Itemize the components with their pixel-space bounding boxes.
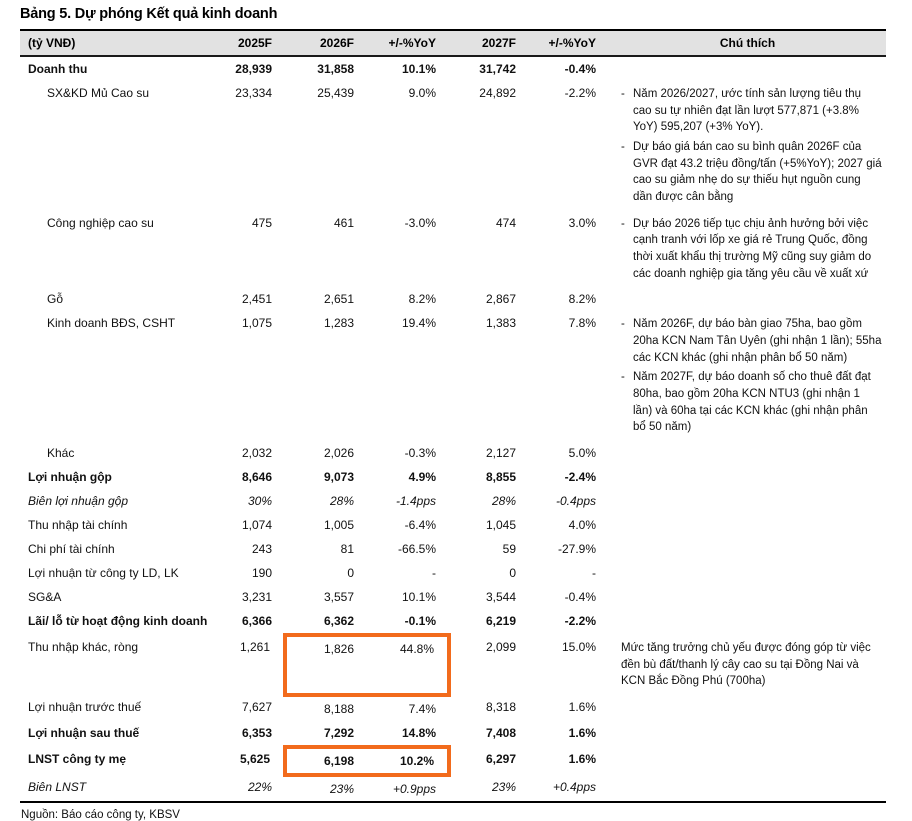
table-row — [20, 609, 886, 635]
row-notes — [609, 609, 886, 635]
yoy-2026f: +0.9pps — [367, 775, 449, 802]
yoy-2026f: - — [432, 566, 436, 581]
col-header-yoy-2027: +/-%YoY — [529, 30, 609, 56]
yoy-2026f: -66.5% — [397, 542, 436, 557]
row-label: Biên lợi nhuận gộp — [28, 494, 128, 509]
table-row — [20, 211, 886, 288]
row-label: Biên LNST — [20, 775, 210, 802]
note-bullet-dash: - — [621, 217, 625, 230]
note-text: Dự báo 2026 tiếp tục chịu ảnh hưởng bởi việc cạnh tranh với lốp xe giá rẻ Trung Quốc, đồng thời xuất khẩu thị trường Mỹ cũng suy giảm do các doanh nghiệp gia tăng yêu cầu về xuất xứ — [633, 217, 872, 280]
value-2026f: 6,362 — [323, 614, 354, 629]
value-2025f: 6,366 — [241, 614, 272, 629]
row-notes — [609, 513, 886, 537]
table-row — [20, 489, 886, 513]
row-notes — [609, 81, 886, 211]
row-notes — [609, 695, 886, 721]
value-2027f: 6,219 — [485, 614, 516, 629]
row-label: SG&A — [28, 590, 62, 605]
value-2025f: 30% — [247, 494, 272, 509]
value-2027f: 474 — [495, 215, 516, 230]
row-notes — [609, 311, 886, 441]
yoy-2027f: 3.0% — [568, 215, 596, 230]
table-row — [20, 311, 886, 441]
row-notes — [609, 775, 886, 802]
row-label: Lãi/ lỗ từ hoạt động kinh doanh — [28, 614, 208, 629]
value-2026f: 2,026 — [323, 446, 354, 461]
note-item — [621, 316, 882, 366]
value-2026f: 2,651 — [323, 292, 354, 307]
row-label: Chi phí tài chính — [28, 542, 115, 557]
yoy-2026f: 10.2% — [367, 747, 449, 775]
yoy-2026f: -3.0% — [404, 215, 436, 230]
table-row — [20, 585, 886, 609]
row-label: Khác — [47, 446, 75, 461]
col-header-2025f: 2025F — [210, 30, 285, 56]
row-notes — [609, 441, 886, 465]
value-2026f: 7,292 — [323, 726, 354, 741]
yoy-2026f: -0.1% — [404, 614, 436, 629]
yoy-2026f: 8.2% — [408, 292, 436, 307]
yoy-2027f: -2.4% — [564, 470, 596, 485]
value-2027f: 3,544 — [485, 590, 516, 605]
row-notes — [609, 56, 886, 81]
value-2027f: 8,855 — [485, 470, 516, 485]
row-notes — [609, 489, 886, 513]
row-label: Lợi nhuận sau thuế — [28, 726, 140, 741]
value-2026f: 23% — [285, 775, 367, 802]
col-header-unit: (tỷ VNĐ) — [20, 30, 210, 56]
yoy-2026f: -6.4% — [404, 518, 436, 533]
note-text: Dự báo giá bán cao su bình quân 2026F của GVR đạt 43.2 triệu đồng/tấn (+5%YoY); 2027 giá cao su giảm nhẹ do sự thiếu hụt nguồn cung dần được cân bằng — [633, 141, 882, 204]
value-2026f: 6,198 — [285, 747, 367, 775]
value-2026f: 1,283 — [323, 316, 354, 331]
value-2025f: 22% — [210, 775, 285, 802]
value-2027f: 23% — [449, 775, 529, 802]
table-row — [20, 513, 886, 537]
row-notes — [609, 287, 886, 311]
yoy-2026f: 4.9% — [408, 470, 436, 485]
yoy-2026f: 9.0% — [408, 86, 436, 100]
table-row — [20, 81, 886, 211]
yoy-2027f: +0.4pps — [529, 775, 609, 802]
row-notes — [609, 465, 886, 489]
yoy-2027f: 8.2% — [568, 292, 596, 307]
table-row — [20, 635, 886, 695]
value-2027f: 8,318 — [485, 700, 516, 715]
row-notes — [609, 537, 886, 561]
yoy-2027f: 1.6% — [568, 752, 596, 767]
row-label: Lợi nhuận trước thuế — [28, 700, 142, 715]
value-2025f: 1,075 — [241, 316, 272, 331]
yoy-2027f: 15.0% — [561, 640, 596, 655]
yoy-2027f: - — [592, 566, 596, 581]
yoy-2026f: -0.3% — [404, 446, 436, 461]
value-2027f: 7,408 — [485, 726, 516, 741]
table-row — [20, 695, 886, 721]
yoy-2026f: -1.4pps — [395, 494, 436, 509]
forecast-table — [20, 29, 886, 803]
table-title: Bảng 5. Dự phóng Kết quả kinh doanh — [20, 6, 278, 22]
value-2025f: 8,646 — [241, 470, 272, 485]
value-2027f: 2,867 — [485, 292, 516, 307]
row-label: Công nghiệp cao su — [47, 215, 154, 230]
value-2027f: 24,892 — [479, 86, 516, 100]
value-2025f: 3,231 — [241, 590, 272, 605]
value-2025f: 28,939 — [235, 62, 272, 76]
table-row — [20, 465, 886, 489]
value-2025f: 7,627 — [241, 700, 272, 715]
note-bullet-dash: - — [621, 88, 625, 100]
table-row — [20, 56, 886, 81]
value-2027f: 1,045 — [485, 518, 516, 533]
row-label: Lợi nhuận từ công ty LD, LK — [28, 566, 179, 581]
row-label: SX&KD Mủ Cao su — [47, 86, 150, 100]
note-text: Mức tăng trưởng chủ yếu được đóng góp từ việc đền bù đất/thanh lý cây cao su tại Đồng Nai và KCN Bắc Đồng Phú (700ha) — [621, 642, 871, 688]
row-label: Thu nhập khác, ròng — [28, 640, 139, 655]
yoy-2026f: 7.4% — [408, 702, 436, 717]
value-2026f: 28% — [329, 494, 354, 509]
table-row — [20, 441, 886, 465]
row-label: Kinh doanh BĐS, CSHT — [47, 316, 176, 331]
yoy-2026f: 14.8% — [401, 726, 436, 741]
value-2026f: 1,005 — [323, 518, 354, 533]
col-header-2027f: 2027F — [449, 30, 529, 56]
row-notes — [609, 211, 886, 288]
table-row — [20, 537, 886, 561]
col-header-yoy-2026: +/-%YoY — [367, 30, 449, 56]
yoy-2027f: -2.2% — [564, 86, 596, 100]
note-text: Năm 2026/2027, ước tính sản lượng tiêu thụ cao su tự nhiên đạt lần lượt 577,871 (+3.8% YoY) 595,207 (+3% YoY). — [633, 88, 862, 134]
note-bullet-dash: - — [621, 318, 625, 331]
yoy-2027f: -2.2% — [564, 614, 596, 629]
yoy-2027f: -27.9% — [557, 542, 596, 557]
value-2026f: 81 — [340, 542, 354, 557]
note-item — [621, 369, 882, 436]
value-2026f: 1,826 — [285, 635, 367, 695]
value-2026f: 8,188 — [323, 702, 354, 717]
value-2026f: 9,073 — [323, 470, 354, 485]
value-2026f: 461 — [333, 215, 354, 230]
yoy-2027f: -0.4% — [564, 62, 596, 76]
yoy-2027f: 4.0% — [568, 518, 596, 533]
value-2027f: 31,742 — [479, 62, 516, 76]
table-row — [20, 775, 886, 802]
row-label: Gỗ — [47, 292, 64, 307]
row-notes — [609, 747, 886, 775]
note-item — [621, 86, 882, 136]
note-item — [621, 139, 882, 206]
row-label: LNST công ty mẹ — [28, 752, 127, 767]
col-header-2026f: 2026F — [285, 30, 367, 56]
row-notes — [609, 561, 886, 585]
row-notes — [609, 635, 886, 695]
header-row — [20, 30, 886, 56]
value-2025f: 1,074 — [241, 518, 272, 533]
value-2027f: 2,127 — [485, 446, 516, 461]
value-2025f: 2,032 — [241, 446, 272, 461]
value-2025f: 5,625 — [239, 752, 270, 767]
value-2027f: 59 — [502, 542, 516, 557]
source-note: Nguồn: Báo cáo công ty, KBSV — [21, 809, 180, 821]
value-2027f: 2,099 — [485, 640, 516, 655]
table-row — [20, 747, 886, 775]
value-2026f: 3,557 — [323, 590, 354, 605]
yoy-2026f: 19.4% — [401, 316, 436, 331]
table-row — [20, 721, 886, 747]
value-2027f: 1,383 — [485, 316, 516, 331]
value-2025f: 475 — [251, 215, 272, 230]
value-2025f: 6,353 — [241, 726, 272, 741]
note-text: Năm 2026F, dự báo bàn giao 75ha, bao gồm 20ha KCN Nam Tân Uyên (ghi nhận 1 lần); 55ha các KCN khác (ghi nhận phân bổ 50 năm) — [633, 318, 882, 364]
note-item — [621, 216, 882, 283]
row-label: Doanh thu — [28, 62, 88, 76]
yoy-2026f: 10.1% — [401, 62, 436, 76]
yoy-2027f: -0.4% — [564, 590, 596, 605]
yoy-2027f: 1.6% — [568, 700, 596, 715]
value-2025f: 23,334 — [235, 86, 272, 100]
row-notes — [609, 721, 886, 747]
yoy-2027f: 1.6% — [568, 726, 596, 741]
note-item — [621, 640, 882, 690]
yoy-2027f: 7.8% — [568, 316, 596, 331]
row-label: Lợi nhuận gộp — [28, 470, 112, 485]
col-header-notes: Chú thích — [609, 30, 886, 56]
yoy-2026f: 44.8% — [367, 635, 449, 695]
value-2026f: 0 — [347, 566, 354, 581]
value-2027f: 28% — [491, 494, 516, 509]
yoy-2027f: -0.4pps — [555, 494, 596, 509]
yoy-2026f: 10.1% — [401, 590, 436, 605]
value-2026f: 31,858 — [317, 62, 354, 76]
note-bullet-dash: - — [621, 371, 625, 384]
value-2025f: 190 — [251, 566, 272, 581]
value-2025f: 1,261 — [239, 640, 270, 655]
note-text: Năm 2027F, dự báo doanh số cho thuê đất đạt 80ha, bao gồm 20ha KCN NTU3 (ghi nhận 1 lần) và 60ha tại các KCN khác (ghi nhận phân bổ 50 năm) — [633, 371, 871, 434]
note-bullet-dash: - — [621, 141, 625, 154]
value-2025f: 2,451 — [241, 292, 272, 307]
value-2026f: 25,439 — [317, 86, 354, 100]
table-row — [20, 561, 886, 585]
table-row — [20, 287, 886, 311]
value-2025f: 243 — [251, 542, 272, 557]
value-2027f: 0 — [509, 566, 516, 581]
value-2027f: 6,297 — [485, 752, 516, 767]
yoy-2027f: 5.0% — [568, 446, 596, 461]
row-label: Thu nhập tài chính — [28, 518, 128, 533]
row-notes — [609, 585, 886, 609]
